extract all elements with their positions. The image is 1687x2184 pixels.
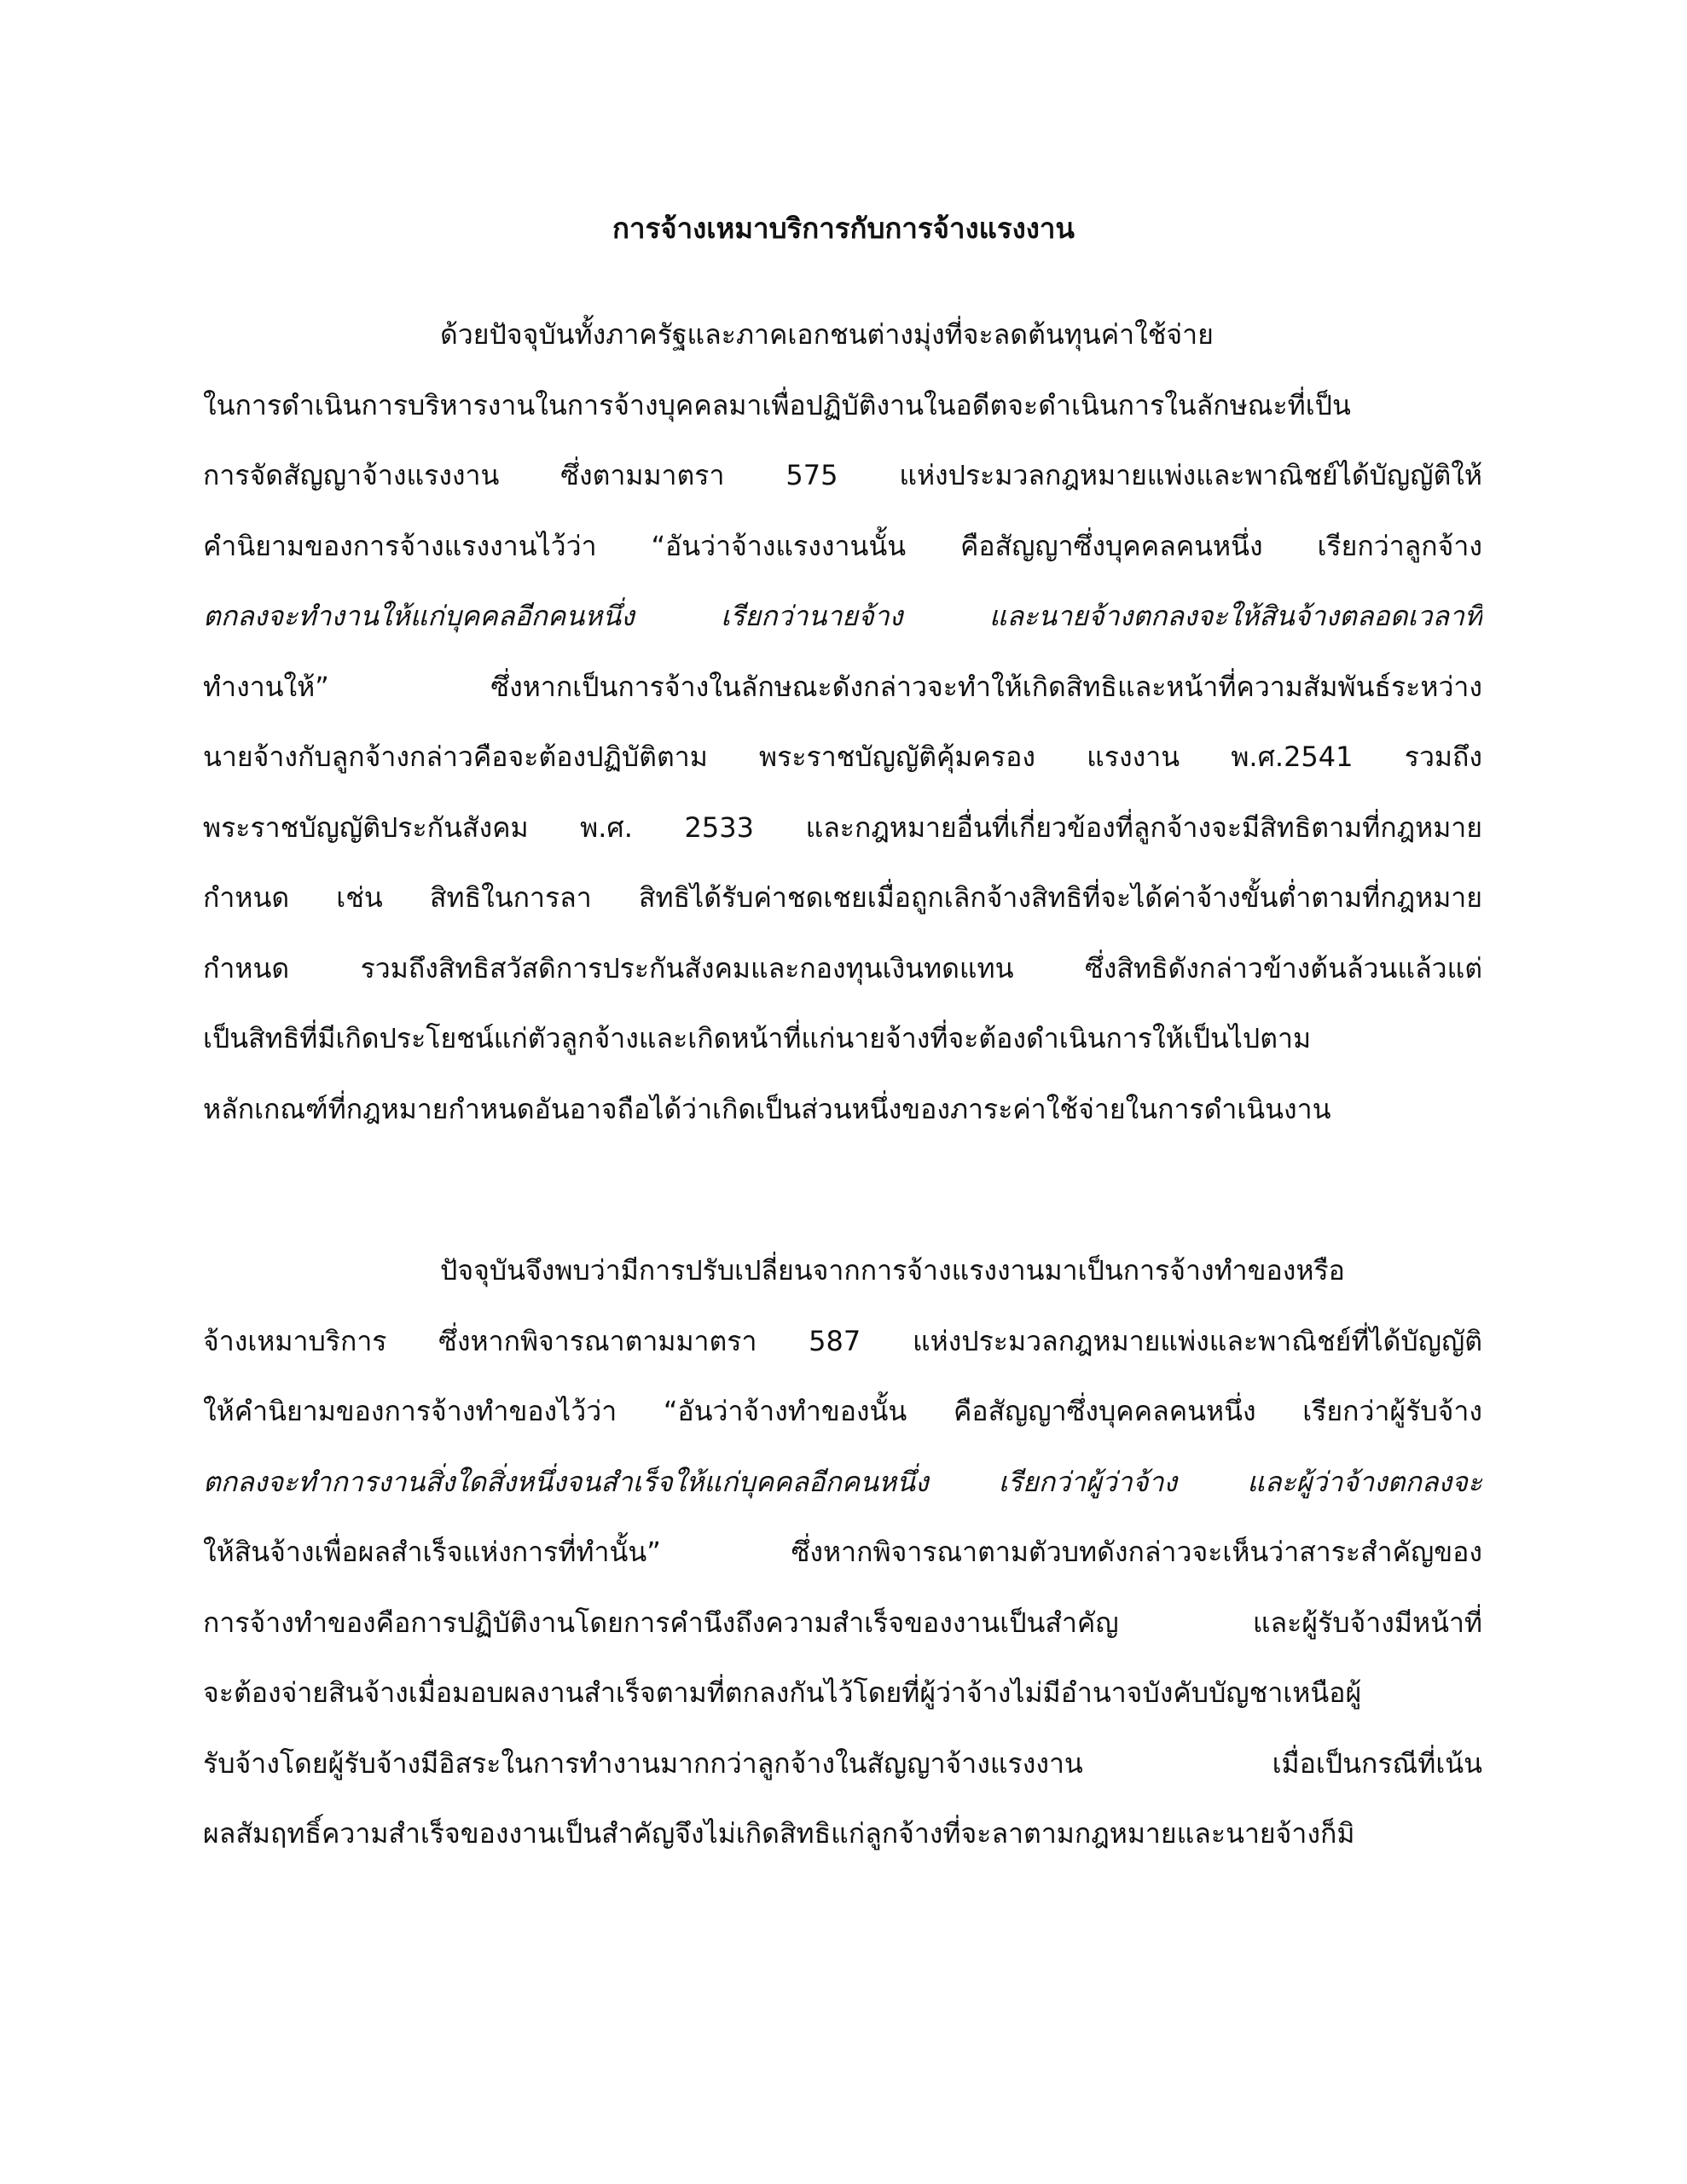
paragraph-line: คำนิยามของการจ้างแรงงานไว้ว่า “อันว่าจ้างแรงงานนั้น คือสัญญาซึ่งบุคคลคนหนึ่ง เรียกว่าลูกจ้าง (203, 529, 1482, 562)
paragraph-line: จะต้องจ่ายสินจ้างเมื่อมอบผลงานสำเร็จตามที่ตกลงกันไว้โดยที่ผู้ว่าจ้างไม่มีอำนาจบังคับบัญชาเหนือผู้ (203, 1676, 1362, 1709)
paragraph-2 (203, 1235, 1482, 1869)
paragraph-line: พระราชบัญญัติประกันสังคม พ.ศ. 2533 และกฎหมายอื่นที่เกี่ยวข้องที่ลูกจ้างจะมีสิทธิตามที่กฎหมาย (203, 810, 1482, 844)
paragraph-line-quote: ตกลงจะทำการงานสิ่งใดสิ่งหนึ่งจนสำเร็จให้แก่บุคคลอีกคนหนึ่ง เรียกว่าผู้ว่าจ้าง และผู้ว่าจ้างตกลงจะ (203, 1465, 1482, 1498)
paragraph-line: การจ้างทำของคือการปฏิบัติงานโดยการคำนึงถึงความสำเร็จของงานเป็นสำคัญ และผู้รับจ้างมีหน้าที่ (203, 1606, 1482, 1639)
paragraph-line: ในการดำเนินการบริหารงานในการจ้างบุคคลมาเพื่อปฏิบัติงานในอดีตจะดำเนินการในลักษณะที่เป็น (203, 388, 1351, 421)
paragraph-line: ด้วยปัจจุบันทั้งภาครัฐและภาคเอกชนต่างมุ่งที่จะลดต้นทุนค่าใช้จ่าย (440, 318, 1214, 351)
paragraph-line: กำหนด รวมถึงสิทธิสวัสดิการประกันสังคมและกองทุนเงินทดแทน ซึ่งสิทธิดังกล่าวข้างต้นล้วนแล้วแต่ (203, 951, 1482, 985)
paragraph-line: จ้างเหมาบริการ ซึ่งหากพิจารณาตามมาตรา 587 แห่งประมวลกฎหมายแพ่งและพาณิชย์ที่ได้บัญญัติ (203, 1324, 1482, 1357)
paragraph-line: ให้คำนิยามของการจ้างทำของไว้ว่า “อันว่าจ้างทำของนั้น คือสัญญาซึ่งบุคคลคนหนึ่ง เรียกว่าผู้รับจ้าง (203, 1395, 1482, 1427)
document-title: การจ้างเหมาบริการกับการจ้างแรงงาน (612, 212, 1075, 245)
paragraph-line: ทำงานให้” ซึ่งหากเป็นการจ้างในลักษณะดังกล่าวจะทำให้เกิดสิทธิและหน้าที่ความสัมพันธ์ระหว่าง (203, 670, 1482, 703)
paragraph-line: กำหนด เช่น สิทธิในการลา สิทธิได้รับค่าชดเชยเมื่อถูกเลิกจ้างสิทธิที่จะได้ค่าจ้างขั้นต่ำตามที่กฎหมาย (203, 881, 1482, 914)
paragraph-line: ปัจจุบันจึงพบว่ามีการปรับเปลี่ยนจากการจ้างแรงงานมาเป็นการจ้างทำของหรือ (440, 1254, 1345, 1287)
paragraph-line: ให้สินจ้างเพื่อผลสำเร็จแห่งการที่ทำนั้น” ซึ่งหากพิจารณาตามตัวบทดังกล่าวจะเห็นว่าสาระสำคัญของ (203, 1536, 1482, 1568)
paragraph-line: นายจ้างกับลูกจ้างกล่าวคือจะต้องปฏิบัติตาม พระราชบัญญัติคุ้มครอง แรงงาน พ.ศ.2541 รวมถึง (203, 741, 1482, 773)
paragraph-line: ผลสัมฤทธิ์ความสำเร็จของงานเป็นสำคัญจึงไม่เกิดสิทธิแก่ลูกจ้างที่จะลาตามกฎหมายและนายจ้างก็มิ (203, 1817, 1355, 1850)
paragraph-line: เป็นสิทธิที่มีเกิดประโยชน์แก่ตัวลูกจ้างและเกิดหน้าที่แก่นายจ้างที่จะต้องดำเนินการให้เป็นไปตาม (203, 1022, 1312, 1054)
paragraph-line: รับจ้างโดยผู้รับจ้างมีอิสระในการทำงานมากกว่าลูกจ้างในสัญญาจ้างแรงงาน เมื่อเป็นกรณีที่เน้น (203, 1746, 1482, 1780)
paragraph-line-quote: ตกลงจะทำงานให้แก่บุคคลอีกคนหนึ่ง เรียกว่านายจ้าง และนายจ้างตกลงจะให้สินจ้างตลอดเวลาที่ (203, 600, 1482, 632)
paragraph-line: การจัดสัญญาจ้างแรงงาน ซึ่งตามมาตรา 575 แห่งประมวลกฎหมายแพ่งและพาณิชย์ได้บัญญัติให้ (203, 459, 1482, 491)
paragraph-line: หลักเกณฑ์ที่กฎหมายกำหนดอันอาจถือได้ว่าเกิดเป็นส่วนหนึ่งของภาระค่าใช้จ่ายในการดำเนินงาน (203, 1092, 1331, 1125)
paragraph-1 (203, 299, 1482, 1144)
